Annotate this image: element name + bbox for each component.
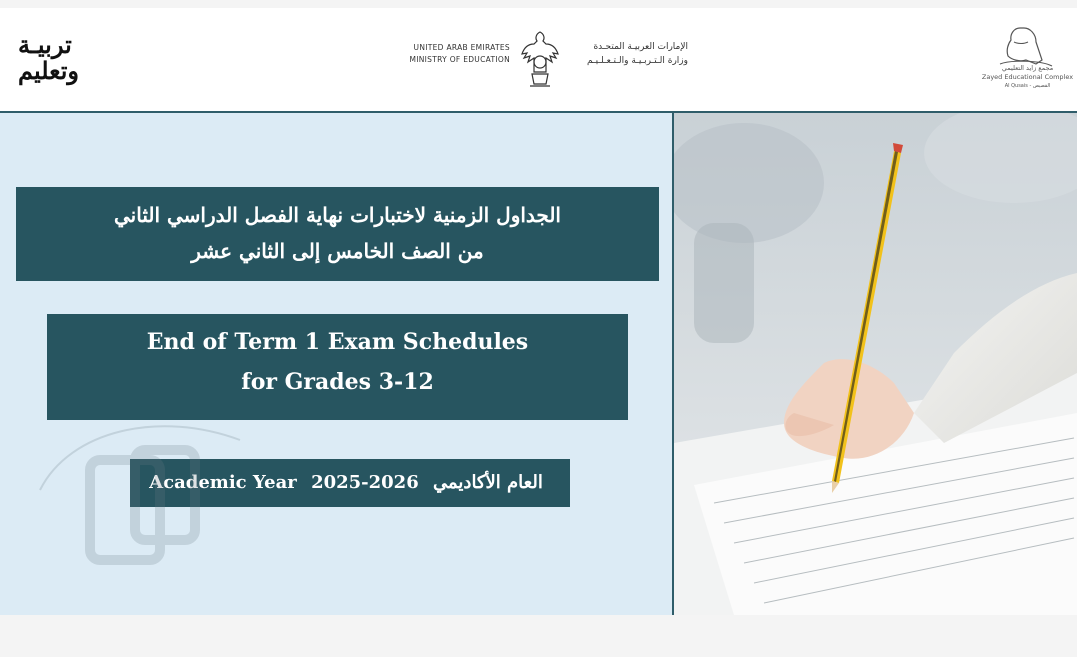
academic-year-value: 2025-2026 [311, 472, 419, 493]
moe-arabic-text [566, 40, 688, 68]
tarbiya-logo [18, 32, 98, 84]
academic-year-label-ar: العام الأكاديمي [433, 472, 543, 493]
zayed-ar: مجمع زايد التعليمي [1001, 64, 1054, 72]
moe-ar-line-1: الإمارات العربيـة المتحـدة [593, 42, 688, 52]
exam-photo [674, 113, 1077, 615]
academic-year-box [130, 459, 570, 507]
logo-line-1: تربيـة [18, 30, 72, 59]
zayed-en: Zayed Educational Complex [981, 73, 1074, 81]
arabic-title-line-2: من الصف الخامس إلى الثاني عشر [191, 239, 484, 263]
moe-en-line-1: UNITED ARAB EMIRATES [413, 43, 510, 52]
uae-emblem-icon [518, 28, 562, 92]
english-title-line-1: End of Term 1 Exam Schedules [146, 329, 529, 355]
zayed-small: Al Qusais - القصيص [1004, 83, 1051, 89]
logo-line-2: وتعليم [18, 56, 80, 85]
footer-strip [0, 615, 1077, 657]
arabic-title-line-1: الجداول الزمنية لاختبارات نهاية الفصل الدراسي الثاني [114, 203, 561, 227]
english-title-line-2: for Grades 3-12 [241, 369, 434, 395]
header-bar [0, 8, 1077, 113]
moe-ar-line-2: وزارة الـتـربـيـة والـتـعـلـيـم [586, 56, 688, 66]
exam-photo-illustration [674, 113, 1077, 615]
moe-en-line-2: MINISTRY OF EDUCATION [409, 55, 510, 64]
academic-year-label-en: Academic Year [149, 472, 297, 493]
moe-english-text [380, 42, 510, 66]
zayed-complex-text [980, 64, 1075, 91]
english-title-box [47, 314, 628, 420]
arabic-title-box [16, 187, 659, 281]
